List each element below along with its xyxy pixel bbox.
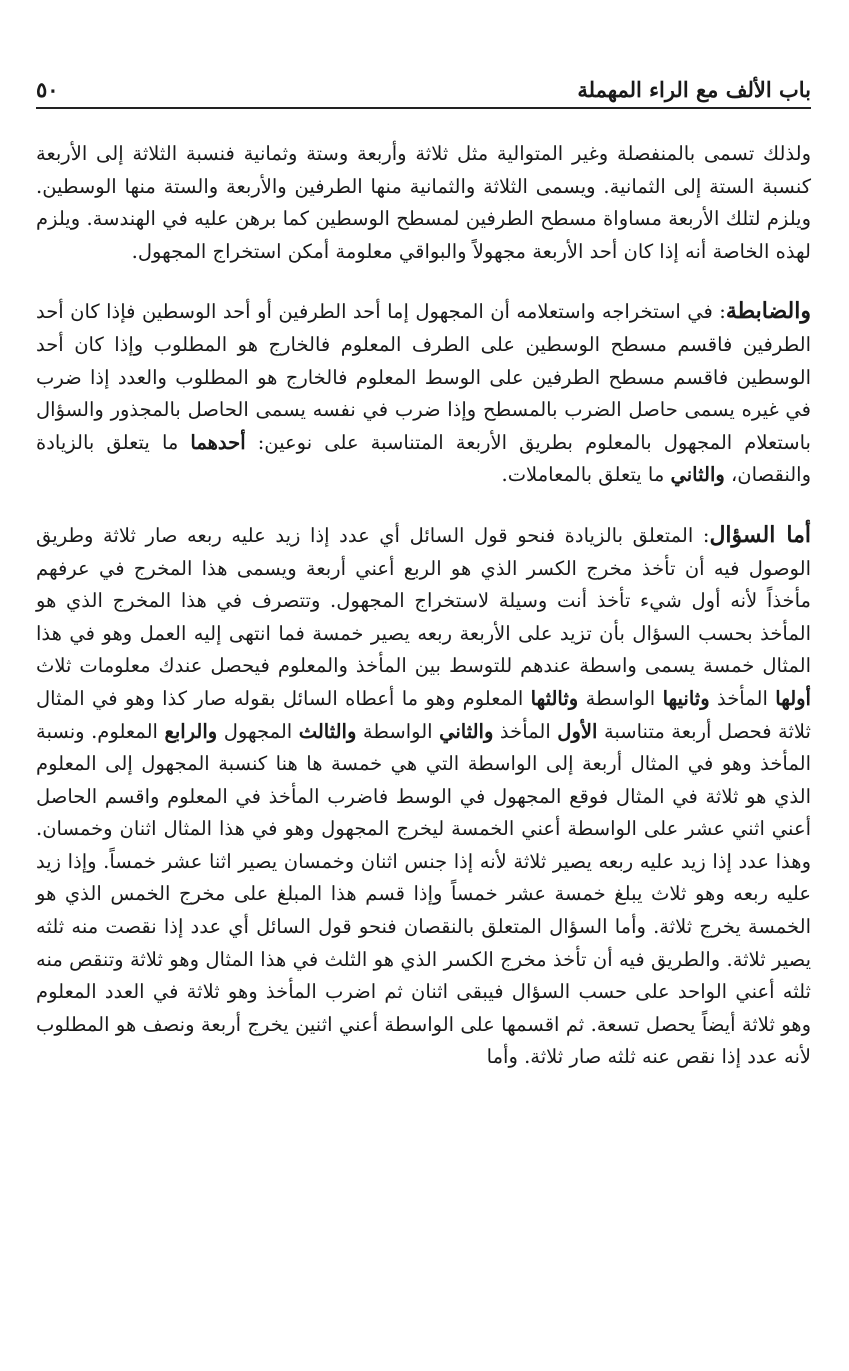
keyword-awwaluha: أولها <box>775 686 811 710</box>
header-divider <box>36 107 811 109</box>
paragraph-gap <box>36 268 811 295</box>
paragraph-3-text-f: الواسطة <box>356 719 440 743</box>
keyword-wal-thani-2: والثاني <box>439 719 494 743</box>
paragraph-3-text-c: الواسطة <box>578 686 663 710</box>
lead-term-sual: أما السؤال <box>709 521 811 548</box>
paragraph-gap <box>36 492 811 519</box>
body-text <box>36 138 811 1074</box>
keyword-ahaduhuma: أحدهما <box>190 430 246 454</box>
paragraph-3-text-d: المعلوم وهو ما أعطاه السائل بقوله صار كذا وهو في المثال ثلاثة فحصل أربعة متناسبة <box>36 686 811 743</box>
running-header <box>36 74 811 104</box>
lead-term-dabita: والضابطة <box>725 298 811 325</box>
paragraph-2-text-a: : في استخراجه واستعلامه أن المجهول إما أحد الطرفين أو أحد الوسطين فإذا كان أحد الطرفين فاقسم مسطح الوسطين على الطرف المعلوم فالخارج هو المطلوب وإذا كان أحد الوسطين فاقسم مسطح الطرفين على الوسط المعلوم فالخارج هو المطلوب والعدد إذا ضرب في غيره يسمى حاصل الضرب بالمسطح وإذا ضرب في نفسه يسمى الحاصل بالمجذور والسؤال باستعلام المجهول بالمعلوم بطريق الأربعة المتناسبة على نوعين: <box>36 300 811 454</box>
paragraph-1-text: ولذلك تسمى بالمنفصلة وغير المتوالية مثل ثلاثة وأربعة وستة وثمانية فنسبة الثلاثة إلى الأربعة كنسبة الستة إلى الثمانية. ويسمى الثلاثة والثمانية منها الطرفين والأربعة والستة منها الوسطين. ويلزم لتلك الأربعة مساواة مسطح الطرفين لمسطح الوسطين كما برهن عليه في الهندسة. ويلزم لهذه الخاصة أنه إذا كان أحد الأربعة مجهولاً والبواقي معلومة أمكن استخراج المجهول. <box>36 142 811 263</box>
keyword-wal-thalith: والثالث <box>298 719 357 743</box>
paragraph-2 <box>36 295 811 492</box>
paragraph-3 <box>36 519 811 1074</box>
keyword-wal-rabi: والرابع <box>164 719 218 743</box>
paragraph-3-text-b: المأخذ <box>709 686 776 710</box>
paragraph-1 <box>36 138 811 268</box>
keyword-wal-thani: والثاني <box>670 463 725 487</box>
chapter-title: باب الألف مع الراء المهملة <box>577 76 811 102</box>
paragraph-3-text-e: المأخذ <box>493 719 558 743</box>
paragraph-2-text-c: ما يتعلق بالمعاملات. <box>501 463 671 487</box>
paragraph-2-text-b: ما يتعلق بالزيادة والنقصان، <box>36 430 811 487</box>
paragraph-3-text-g: المجهول <box>217 719 299 743</box>
keyword-thalithuha: وثالثها <box>530 686 579 710</box>
keyword-thaniha: وثانيها <box>662 686 710 710</box>
keyword-al-awwal: الأول <box>557 719 598 743</box>
paragraph-3-text-a: : المتعلق بالزيادة فنحو قول السائل أي عدد إذا زيد عليه ربعه صار ثلاثة وطريق الوصول فيه أن تأخذ مخرج الكسر الذي هو الربع أعني أربعة ويسمى هذا المخرج في عرفهم مأخذاً لأنه أول شيء تأخذ أنت وسيلة لاستخراج المجهول. وتتصرف في هذا المخرج الذي هو المأخذ بحسب السؤال بأن تزيد على الأربعة ربعه يصير خمسة فما انتهى إليه العمل وهو في هذا المثال خمسة يسمى واسطة عندهم للتوسط بين المأخذ والمعلوم فيحصل عندك معلومات ثلاث <box>36 523 811 678</box>
page-number: ٥٠ <box>36 76 59 102</box>
paragraph-3-text-h: المعلوم. ونسبة المأخذ وهو في المثال أربعة إلى الواسطة التي هي خمسة ها هنا كنسبة المجهول إلى المعلوم الذي هو ثلاثة في المثال فوقع المجهول في الوسط فاضرب المأخذ في المعلوم واقسم الحاصل أعني اثني عشر على الواسطة أعني الخمسة ليخرج المجهول وهو في هذا المثال اثنان وخمسان. وهذا عدد إذا زيد عليه ربعه يصير ثلاثة لأنه إذا جنس اثنان وخمسان يصير اثنا عشر خمساً. وإذا زيد عليه ربعه وهو ثلاث يبلغ خمسة عشر خمساً وإذا قسم هذا المبلغ على مخرج الخمس الذي هو الخمسة يخرج ثلاثة. وأما السؤال المتعلق بالنقصان فنحو قول السائل أي عدد إذا نقصت منه ثلثه يصير ثلاثة. والطريق فيه أن تأخذ مخرج الكسر الذي هو الثلث في هذا المثال وهو ثلاثة وتنقص منه ثلثه أعني الواحد على حسب السؤال فيبقى اثنان ثم اضرب المأخذ وهو ثلاثة في العدد المعلوم وهو ثلاثة أيضاً يحصل تسعة. ثم اقسمها على الواسطة أعني اثنين يخرج أربعة ونصف هو المطلوب لأنه عدد إذا نقص عنه ثلثه صار ثلاثة. وأما <box>36 719 811 1069</box>
